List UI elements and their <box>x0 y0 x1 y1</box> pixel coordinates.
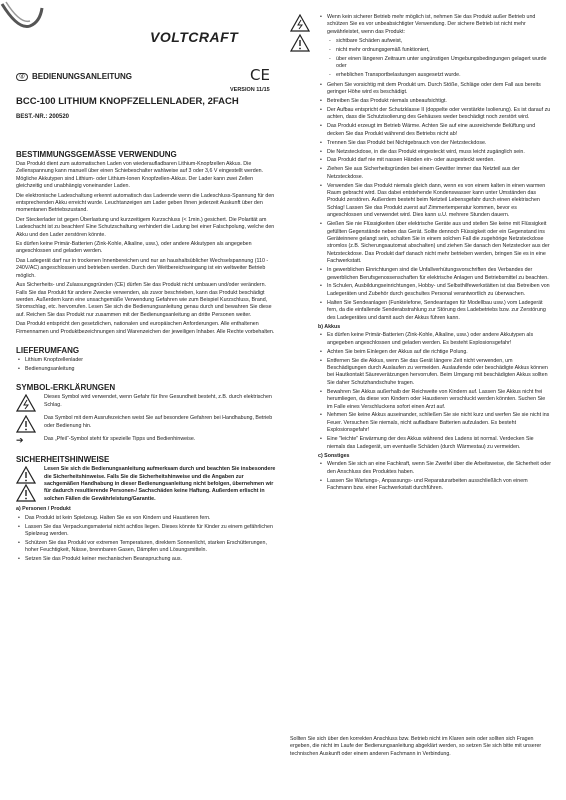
ce-mark: CE <box>250 66 270 84</box>
version-label: VERSION 11/15 <box>230 87 270 93</box>
list-item: - über einen längeren Zeitraum unter ungünstigen Umgebungsbedingungen gelagert wurde oder <box>336 56 552 71</box>
usage-paragraph: Die elektronische Ladeschaltung erkennt automatisch das Ladeende wenn die Ladeschluss-Spannung für den entsprechenden Akku erreicht wurde. Leuchtanzeigen am Lader geben Ihnen jederzeit Auskunft über den momentanen Betriebszustand. <box>16 192 275 214</box>
arrow-right-icon: ➔ <box>16 435 24 446</box>
right-list <box>318 82 552 322</box>
list-item: • Trennen Sie das Produkt bei Nichtgebrauch von der Netzsteckdose. <box>327 140 552 147</box>
safety-intro-row <box>16 466 278 503</box>
right-lead-row <box>290 14 552 494</box>
list-item: • Ziehen Sie aus Sicherheitsgründen bei einem Gewitter immer das Netzteil aus der Netzsteckdose. <box>327 166 552 181</box>
right-lead-list <box>318 14 552 36</box>
subsection-b: b) Akkus <box>318 323 341 330</box>
list-item: • Gießen Sie nie Flüssigkeiten über elektrische Geräte aus und stellen Sie keine mit Flüssigkeit gefüllten Gegenstände neben das Gerät. Sollte dennoch Flüssigkeit oder ein Gegenstand ins Geräteinnere gelangt sein, schalten Sie in einem solchen Fall die zugehörige Netzsteckdose stromlos (z.B. Sicherungsautomat abschalten) und ziehen Sie danach den Netzstecker aus der Netzsteckdose. Das Produkt darf danach nicht mehr betrieben werden, bringen Sie es in eine Fachwerkstatt. <box>327 221 552 265</box>
list-item: • Die Netzsteckdose, in die das Produkt eingesteckt wird, muss leicht zugänglich sein. <box>327 149 552 156</box>
list-item: • Wenn kein sicherer Betrieb mehr möglich ist, nehmen Sie das Produkt außer Betrieb und schützen Sie es vor unbeabsichtigter Verwendung. Der sichere Betrieb ist nicht mehr gewährleistet, wenn das Produkt: <box>327 14 552 36</box>
list-item: • Halten Sie Sendeanlagen (Funktelefone, Sendeantagen für Modellbau usw.) vom Ladegerät fern, da die einfallende Senderabstrahlung zur Störung des Ladebetriebs bzw. zur Zerstörung des Ladegerätes und damit auch der Akkus führen kann. <box>327 300 552 322</box>
brand-logo: VOLTCRAFT <box>150 29 239 45</box>
usage-heading: BESTIMMUNGSGEMÄSSE VERWENDUNG <box>16 150 177 159</box>
list-item: • Wenden Sie sich an eine Fachkraft, wenn Sie Zweifel über die Arbeitsweise, die Sicherheit oder den Anschluss des Produktes haben. <box>327 461 552 476</box>
list-item: • Lithium Knopfzellenlader <box>25 357 278 364</box>
doc-type <box>16 72 132 81</box>
list-item: - erheblichen Transportbelastungen ausgesetzt wurde. <box>336 72 552 79</box>
symbols-heading: SYMBOL-ERKLÄRUNGEN <box>16 383 116 393</box>
list-item: • In Schulen, Ausbildungseinrichtungen, Hobby- und Selbsthilfewerkstätten ist das Betreiben von Ladegeräten und Zubehör durch geschultes Personal verantwortlich zu überwachen. <box>327 283 552 298</box>
order-number: BEST.-NR.: 200520 <box>16 114 70 120</box>
delivery-heading: LIEFERUMFANG <box>16 345 80 355</box>
symbol-row <box>16 394 278 412</box>
list-item: • Achten Sie beim Einlegen der Akkus auf die richtige Polung. <box>327 349 552 356</box>
list-item: • Verwenden Sie das Produkt niemals gleich dann, wenn es von einem kalten in einen warmen Raum gebracht wird. Das dabei entstehende Kondenswasser kann unter Umständen das Produkt zerstören. Außerdem besteht beim Netzteil Lebensgefahr durch einen elektrischen Schlag! Lassen Sie das Produkt zuerst auf Zimmertemperatur kommen, bevor es angeschlossen und verwendet wird. Dies kann u.U. mehrere Stunden dauern. <box>327 183 552 220</box>
symbol-row <box>16 415 278 433</box>
exclamation-warning-icon <box>16 466 36 502</box>
delivery-list <box>16 357 278 373</box>
dash-list <box>318 38 552 80</box>
language-icon: ⓓ <box>16 73 28 81</box>
list-item: • Eine "leichte" Erwärmung der des Akkus während des Ladens ist normal. Verdecken Sie niemals das Ladegerät, um eventuelle Schäden (durch Wärmestau) zu vermeiden. <box>327 436 552 451</box>
usage-paragraph: Es dürfen keine Primär-Batterien (Zink-Kohle, Alkaline, usw.), oder andere Akkutypen als angegeben angeschlossen und geladen werden. <box>16 241 252 255</box>
list-item: • Bedienungsanleitung <box>25 366 278 373</box>
warning-icons <box>290 14 310 54</box>
symbol-text: Dieses Symbol wird verwendet, wenn Gefahr für Ihre Gesundheit besteht, z.B. durch elektrischen Schlag. <box>44 394 272 408</box>
misc-list <box>318 461 552 492</box>
subsection-c: c) Sonstiges <box>318 452 350 459</box>
corner-swoosh-icon <box>0 0 60 60</box>
list-item: • Betreiben Sie das Produkt niemals unbeaufsichtigt. <box>327 98 552 105</box>
list-item: • Entfernen Sie die Akkus, wenn Sie das Gerät längere Zeit nicht verwenden, um Beschädigungen durch Auslaufen zu vermeiden. Auslaufende oder beschädigte Akkus können bei Hautkontakt Säureverätzungen hervorrufen. Beim Umgang mit beschädigten Akkus sollten Sie daher Schutzhandschuhe tragen. <box>327 358 552 388</box>
list-item: • Es dürfen keine Primär-Batterien (Zink-Kohle, Alkaline, usw.) oder andere Akkutypen als angegeben angeschlossen und geladen werden. Es besteht Explosionsgefahr! <box>327 332 552 347</box>
list-item: • Setzen Sie das Produkt keiner mechanischen Beanspruchung aus. <box>25 556 278 563</box>
safety-heading: SICHERHEITSHINWEISE <box>16 455 110 465</box>
list-item: • Der Aufbau entspricht der Schutzklasse II (doppelte oder verstärkte Isolierung). Es ist darauf zu achten, dass die Schutzisolierung des Gehäuses weder beschädigt noch zerstört wird. <box>327 107 552 122</box>
list-item: • Nehmen Sie keine Akkus auseinander, schließen Sie sie nicht kurz und werfen Sie sie nicht ins Feuer. Versuchen Sie niemals, nicht aufladbare Batterien aufzuladen. Es besteht Explosionsgefahr! <box>327 412 552 434</box>
page-title: BCC-100 LITHIUM KNOPFZELLENLADER, 2FACH <box>16 96 239 107</box>
list-item: • Das Produkt ist kein Spielzeug. Halten Sie es von Kindern und Haustieren fern. <box>25 515 278 522</box>
usage-paragraph: Aus Sicherheits- und Zulassungsgründen (CE) dürfen Sie das Produkt nicht umbauen und/oder verändern. Falls Sie das Produkt für andere Zwecke verwenden, als zuvor beschrieben, kann das Produkt beschädigt werden. Außerdem kann eine unsachgemäße Verwendung Gefahren wie zum Beispiel Kurzschluss, Brand, Stromschlag, etc. hervorrufen. Lesen Sie sich die Bedienungsanleitung genau durch und bewahren Sie diese auf. Reichen Sie das Produkt nur zusammen mit der Bedienungsanleitung an dritte Personen weiter. <box>16 282 272 318</box>
list-item: • Das Produkt darf nie mit nassen Händen ein- oder ausgesteckt werden. <box>327 157 552 164</box>
list-item: • Lassen Sie Wartungs-, Anpassungs- und Reparaturarbeiten ausschließlich von einem Fachmann bzw. einer Fachwerkstatt durchführen. <box>327 478 552 493</box>
usage-paragraph: Das Produkt entspricht den gesetzlichen, nationalen und europäischen Anforderungen. Alle enthaltenen Firmennamen und Produktbezeichnungen sind Warenzeichen der jeweiligen Inhaber. Alle Rechte vorbehalten. <box>16 321 275 335</box>
list-item: • In gewerblichen Einrichtungen sind die Unfallverhütungsvorschriften des Verbandes der gewerblichen Berufsgenossenschaften für elektrische Anlagen und Betriebsmittel zu beachten. <box>327 267 552 282</box>
list-item: - sichtbare Schäden aufweist, <box>336 38 552 45</box>
list-item: • Gehen Sie vorsichtig mit dem Produkt um. Durch Stöße, Schläge oder dem Fall aus bereits geringer Höhe wird es beschädigt. <box>327 82 552 97</box>
lightning-warning-icon <box>16 394 36 412</box>
list-item: • Lassen Sie das Verpackungsmaterial nicht achtlos liegen. Dieses könnte für Kinder zu einem gefährlichen Spielzeug werden. <box>25 524 278 539</box>
closing-paragraph: Sollten Sie sich über den korrekten Anschluss bzw. Betrieb nicht im Klaren sein oder sollten sich Fragen ergeben, die nicht im Laufe der Bedienungsanleitung abgeklärt werden, so setzen Sie sich bitte mit unserer technischen Auskunft oder einem anderen Fachmann in Verbindung. <box>290 736 542 757</box>
list-item: • Bewahren Sie Akkus außerhalb der Reichweite von Kindern auf. Lassen Sie Akkus nicht frei herumliegen, da diese von Kindern oder Haustieren verschluckt werden könnten. Suchen Sie im Falle eines Verschluckens sofort einen Arzt auf. <box>327 389 552 411</box>
usage-paragraph: Das Produkt dient zum automatischen Laden von wiederaufladbaren Lithium-Knopfzellen Akkus. Die Zellenspannung kann manuell über einen Schiebeschalter wahlweise auf 3 oder 3,6 V eingestellt werden. Mögliche Akkutypen sind Lithium- oder Lithium-Ionen Knopfzellen-Akkus. Der Lader kann zwei Zellen gleichzeitig und unabhängig voneinander Laden. <box>16 161 264 190</box>
symbol-row <box>16 436 278 444</box>
list-item: • Das Produkt erzeugt im Betrieb Wärme. Achten Sie auf eine ausreichende Belüftung und decken Sie das Produkt während des Betriebs nicht ab! <box>327 123 552 138</box>
left-column <box>16 150 278 566</box>
subsection-a: a) Personen / Produkt <box>16 506 71 513</box>
doc-type-label: BEDIENUNGSANLEITUNG <box>32 72 133 81</box>
safety-intro: Lesen Sie sich die Bedienungsanleitung aufmerksam durch und beachten Sie insbesondere die Sicherheitshinweise. Falls Sie die Sicherheitshinweise und die Angaben zur sachgemäßen Handhabung in dieser Bedienungsanleitung nicht befolgen, übernehmen wir für dadurch resultierende Personen-/ Sachschäden keine Haftung. Außerdem erlischt in solchen Fällen die Gewährleistung/Garantie. <box>44 466 276 502</box>
usage-paragraph: Der Steckerlader ist gegen Überlastung und kurzzeitigem Kurzschluss (< 1min.) gesichert. Die Polarität am Ladeschacht ist zu beachten! Eine Schutzschaltung verhindert die Ladung bei einer Falschpolung, welche den Akku und den Lader zerstören könnte. <box>16 216 275 238</box>
list-item: • Schützen Sie das Produkt vor extremen Temperaturen, direktem Sonnenlicht, starken Erschütterungen, hoher Feuchtigkeit, Nässe, brennbaren Gasen, Dämpfen und Lösungsmitteln. <box>25 540 278 555</box>
akku-list <box>318 332 552 451</box>
list-item: - nicht mehr ordnungsgemäß funktioniert, <box>336 47 552 54</box>
usage-paragraph: Das Ladegerät darf nur in trockenen Innenbereichen und nur an haushaltsüblicher Wechselspannung (110 - 240V/AC) angeschlossen und betrieben werden. Durch den Weitbereichseingang ist ein weltweiter Betrieb möglich. <box>16 257 269 279</box>
right-column <box>290 14 552 494</box>
symbol-text: Das „Pfeil“-Symbol steht für spezielle Tipps und Bedienhinweise. <box>44 436 196 443</box>
exclamation-warning-icon <box>16 415 36 433</box>
symbol-text: Das Symbol mit dem Ausrufezeichen weist Sie auf besondere Gefahren bei Handhabung, Betrieb oder Bedienung hin. <box>44 415 273 429</box>
safety-list-a <box>16 515 278 564</box>
